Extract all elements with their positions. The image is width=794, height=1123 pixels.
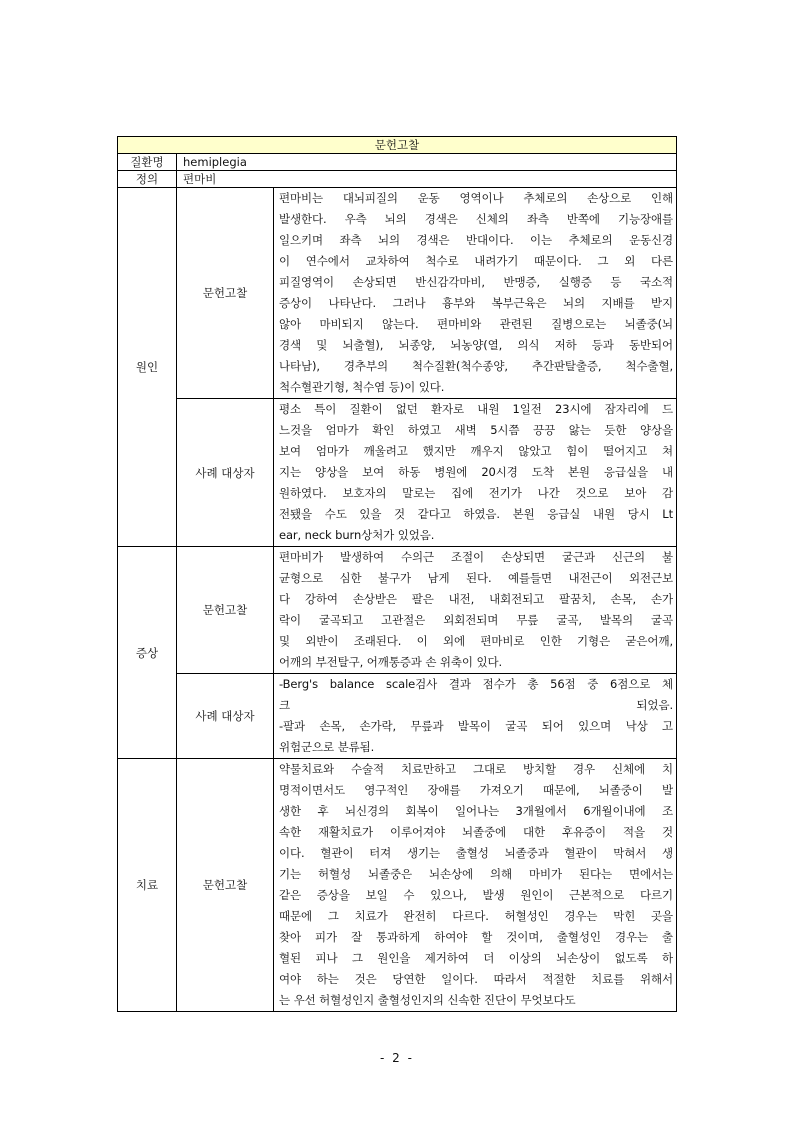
paragraph-line: 평소 특이 질환이 없던 환자로 내원 1일전 23시에 잠자리에 드: [279, 402, 674, 416]
paragraph-line: -Berg's balance scale검사 결과 점수가 총 56점 중 6점으로 체: [279, 677, 674, 691]
symptom-label: 증상: [118, 547, 177, 759]
paragraph-line: 지는 양상을 보여 하동 병원에 20시경 도착 본원 응급실을 내: [279, 465, 674, 479]
paragraph-line: 속한 재활치료가 이루어져야 뇌졸중에 대한 후유증이 적을 것: [279, 825, 674, 839]
treatment-label: 치료: [118, 759, 177, 1012]
paragraph-line: 이 연수에서 교차하여 척수로 내려가기 때문이다. 그 외 다른: [279, 254, 674, 268]
paragraph-line: 때문에 그 치료가 완전히 다르다. 허혈성인 경우는 막힌 곳을: [279, 909, 674, 923]
cause-case-label: 사례 대상자: [177, 399, 274, 547]
paragraph-line: -팔과 손목, 손가락, 무릎과 발목이 굴곡 되어 있으며 낙상 고: [279, 719, 674, 733]
paragraph-line: 명적이면서도 영구적인 장애를 가져오기 때문에, 뇌졸중이 발: [279, 783, 674, 797]
paragraph-line: ear, neck burn상처가 있었음.: [279, 528, 435, 542]
literature-review-table: [117, 136, 677, 1012]
cause-case-text: [274, 399, 677, 547]
definition-value: 편마비: [177, 171, 677, 188]
page-number: - 2 -: [380, 1051, 414, 1065]
paragraph-line: 균형으로 심한 불구가 남게 된다. 예를들면 내전근이 외전근보: [279, 571, 674, 585]
symptom-case-label: 사례 대상자: [177, 674, 274, 759]
paragraph-line: 생한 후 뇌신경의 회복이 일어나는 3개월에서 6개월이내에 조: [279, 804, 674, 818]
paragraph-line: 원하였다. 보호자의 말로는 집에 전기가 나간 것으로 보아 감: [279, 486, 674, 500]
paragraph-line: 및 외반이 조래된다. 이 외에 편마비로 인한 기형은 굳은어깨,: [279, 634, 674, 648]
paragraph-line: 경색 및 뇌출혈), 뇌종양, 뇌농양(열, 의식 저하 등과 동반되어: [279, 338, 674, 352]
paragraph-line: 같은 증상을 보일 수 있으나, 발생 원인이 근본적으로 다르기: [279, 888, 674, 902]
paragraph-line: 느것을 엄마가 확인 하였고 새벽 5시쯤 끙끙 앓는 듯한 양상을: [279, 423, 674, 437]
paragraph-line: 척수혈관기형, 척수염 등)이 있다.: [279, 380, 445, 394]
paragraph-line: 락이 굴곡되고 고관절은 외회전되며 무릎 굴곡, 발목의 굴곡: [279, 613, 674, 627]
symptom-literature-text: [274, 547, 677, 674]
treatment-literature-label: 문헌고찰: [177, 759, 274, 1012]
paragraph-line: 혈된 피나 그 원인을 제거하여 더 이상의 뇌손상이 없도록 하: [279, 951, 674, 965]
paragraph-line: 크 되었음.: [279, 698, 674, 712]
paragraph-line: 않아 마비되지 않는다. 편마비와 관련된 질병으로는 뇌졸중(뇌: [279, 317, 674, 331]
paragraph-line: 이다. 혈관이 터져 생기는 출혈성 뇌졸중과 혈관이 막혀서 생: [279, 846, 674, 860]
cause-literature-text: [274, 188, 677, 399]
paragraph-line: 전됐을 수도 있을 것 같다고 하였음. 본원 응급실 내원 당시 Lt: [279, 507, 674, 521]
paragraph-line: 여야 하는 것은 당연한 일이다. 따라서 적절한 치료를 위해서: [279, 972, 674, 986]
treatment-literature-text: [274, 759, 677, 1012]
paragraph-line: 위험군으로 분류됨.: [279, 740, 375, 754]
definition-label: 정의: [118, 171, 177, 188]
paragraph-line: 일으키며 좌측 뇌의 경색은 반대이다. 이는 추체로의 운동신경: [279, 233, 674, 247]
symptom-literature-label: 문헌고찰: [177, 547, 274, 674]
cause-label: 원인: [118, 188, 177, 547]
paragraph-line: 편마비가 발생하여 수의근 조절이 손상되면 굴근과 신근의 불: [279, 550, 674, 564]
paragraph-line: 보여 엄마가 깨울려고 했지만 깨우지 않았고 힘이 떨어지고 쳐: [279, 444, 674, 458]
paragraph-line: 약물치료와 수술적 치료만하고 그대로 방치할 경우 신체에 치: [279, 762, 674, 776]
cause-literature-label: 문헌고찰: [177, 188, 274, 399]
paragraph-line: 기는 허혈성 뇌졸중은 뇌손상에 의해 마비가 된다는 면에서는: [279, 867, 674, 881]
table-header: 문헌고찰: [118, 137, 677, 154]
paragraph-line: 편마비는 대뇌피질의 운동 영역이나 추체로의 손상으로 인해: [279, 191, 674, 205]
paragraph-line: 찾아 피가 잘 통과하게 하여야 할 것이며, 출혈성인 경우는 출: [279, 930, 674, 944]
paragraph-line: 어깨의 부전탈구, 어깨통증과 손 위축이 있다.: [279, 655, 503, 669]
paragraph-line: 다 강하여 손상받은 팔은 내전, 내회전되고 팔꿈치, 손목, 손가: [279, 592, 674, 606]
paragraph-line: 는 우선 허혈성인지 출혈성인지의 신속한 진단이 무엇보다도: [279, 993, 576, 1007]
paragraph-line: 증상이 나타난다. 그러나 흉부와 복부근육은 뇌의 지배를 받지: [279, 296, 674, 310]
disease-value: hemiplegia: [177, 154, 677, 171]
paragraph-line: 발생한다. 우측 뇌의 경색은 신체의 좌측 반쪽에 기능장애를: [279, 212, 674, 226]
paragraph-line: 피질영역이 손상되면 반신감각마비, 반맹증, 실행증 등 국소적: [279, 275, 674, 289]
symptom-case-text: [274, 674, 677, 759]
paragraph-line: 나타남), 경추부의 척수질환(척수종양, 추간판탈출증, 척수출혈,: [279, 359, 674, 373]
disease-label: 질환명: [118, 154, 177, 171]
